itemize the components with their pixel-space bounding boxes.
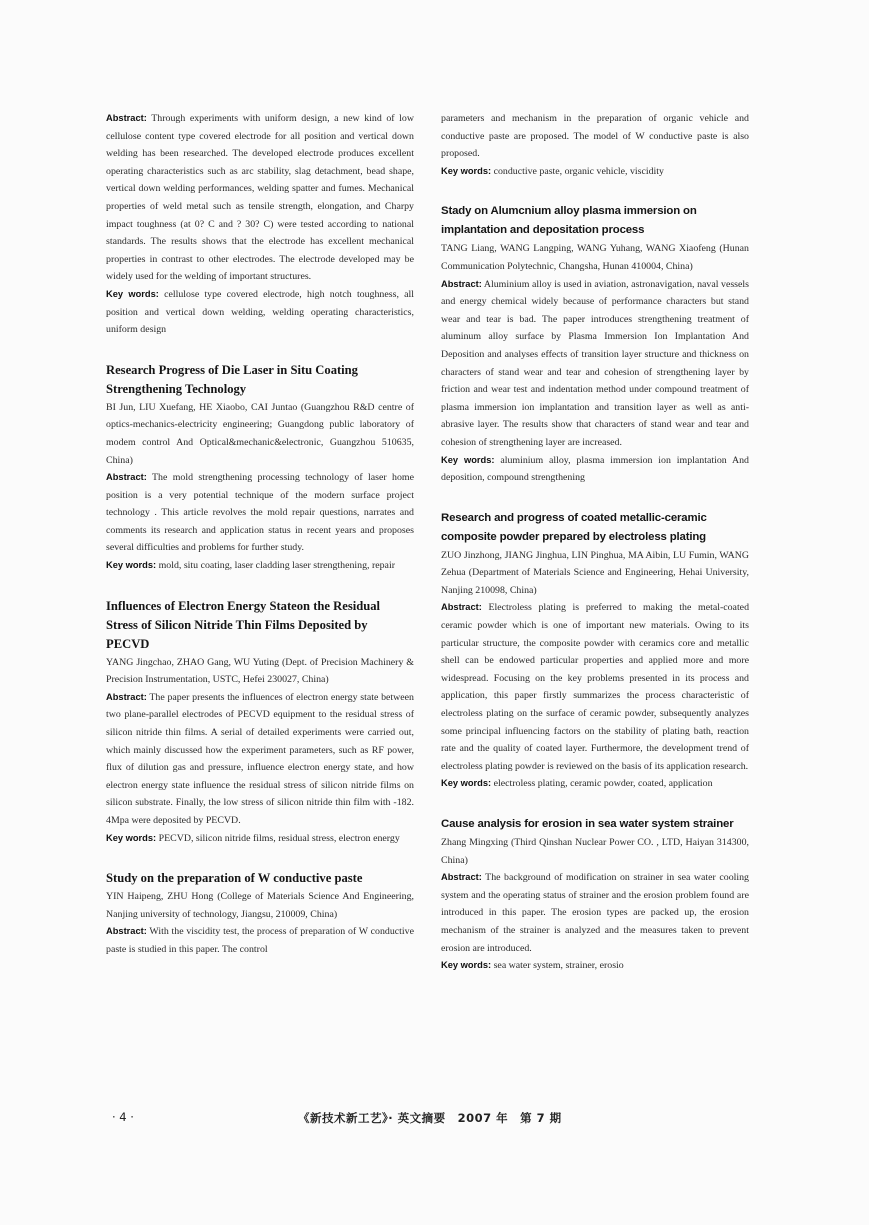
keywords-text: conductive paste, organic vehicle, viscidity: [493, 165, 664, 177]
page-number: · 4 ·: [112, 1110, 134, 1124]
article-silicon-nitride: [106, 597, 414, 848]
keywords-paragraph: [441, 775, 749, 793]
keywords-text: sea water system, strainer, erosio: [493, 960, 624, 972]
keywords-paragraph: [441, 163, 749, 181]
page-footer: [0, 1110, 869, 1130]
article-title: Research Progress of Die Laser in Situ Coating Strengthening Technology: [106, 362, 358, 396]
keywords-text: aluminium alloy, plasma immersion ion implantation And deposition, compound strengthening: [441, 454, 749, 484]
abstract-text: The mold strengthening processing technology of laser home position is a very potential technique of the modern surface project technology . This article revolves the mold repair questions, narrates and comments its research and application status in recent years and proposes several difficulties and problems for further study.: [106, 472, 414, 554]
article-title: Influences of Electron Energy Stateon the Residual Stress of Silicon Nitride Thin Films Deposited by PECVD: [106, 598, 381, 651]
article-electrode: [106, 110, 414, 339]
abstract-paragraph: [441, 869, 749, 957]
abstract-text: Electroless plating is preferred to making the metal-coated ceramic powder which is one of important new materials. Owing to its particular structure, the composite powder with ceramics core and metallic shell can be endowed particular properties and applied more and more widespread. Focusing on the key problems presented in its process and application, this paper firstly summarizes the process characteristic of electroless plating on the surface of ceramic powder, subsequently analyzes some principal influencing factors on the stability of plating bath, reaction rate and the quality of coated layer. Furthermore, the development trend of electroless plating powder is reviewed on the basis of its application research.: [441, 602, 750, 772]
keywords-label: Key words:: [106, 288, 159, 299]
article-authors: TANG Liang, WANG Langping, WANG Yuhang, WANG Xiaofeng (Hunan Communication Polytechnic, Changsha, Hunan 410004, China): [441, 243, 749, 272]
article-title: Research and progress of coated metallic-ceramic composite powder prepared by electroless plating: [441, 511, 707, 543]
keywords-paragraph: [106, 830, 414, 848]
keywords-text: PECVD, silicon nitride films, residual stress, electron energy: [158, 832, 400, 844]
article-sea-water-strainer: [441, 815, 749, 975]
left-column: [106, 110, 414, 959]
article-authors: YANG Jingchao, ZHAO Gang, WU Yuting (Dept. of Precision Machinery & Precision Instrumentation, USTC, Hefei 230027, China): [106, 656, 414, 686]
abstract-label: Abstract:: [441, 872, 482, 883]
keywords-text: electroless plating, ceramic powder, coated, application: [493, 778, 713, 790]
keywords-label: Key words:: [106, 832, 157, 843]
abstract-label: Abstract:: [106, 926, 147, 937]
abstract-label: Abstract:: [106, 472, 147, 483]
keywords-label: Key words:: [441, 165, 492, 176]
abstract-text: With the viscidity test, the process of preparation of W conductive paste is studied in this paper. The control: [106, 926, 414, 955]
abstract-paragraph: [441, 276, 749, 452]
keywords-text: mold, situ coating, laser cladding laser strengthening, repair: [158, 560, 395, 572]
abstract-paragraph: [106, 923, 414, 958]
journal-issue-line: 《新技术新工艺》· 英文摘要 2007 年 第 7 期: [298, 1111, 562, 1125]
abstract-label: Abstract:: [106, 691, 147, 702]
keywords-paragraph: [106, 557, 414, 575]
keywords-paragraph: [106, 286, 414, 339]
right-column: [441, 110, 749, 975]
article-authors: ZUO Jinzhong, JIANG Jinghua, LIN Pinghua, MA Aibin, LU Fumin, WANG Zehua (Department of Materials Science and Engineering, Hehai University, Nanjing 210098, China): [441, 549, 749, 596]
article-title: Study on the preparation of W conductive paste: [106, 871, 363, 886]
abstract-text: Aluminium alloy is used in aviation, astronavigation, naval vessels and energy chemical widely because of performance characters but stand wear and tear is bad. The paper introduces strengthening treatment of aluminum alloy surface by Plasma Immersion Ion Implantation And Deposition and analyses effects of transition layer structure and thickness on characters of stand wear and tear and cohesion of strengthening layer by friction and wear test and indentation method under compound treatment of plasma immersion ion implantation and transition layer as well as anti-abrasive layer. The results show that characters of stand wear and tear and cohesion of strengthening layer are increased.: [441, 278, 749, 448]
keywords-label: Key words:: [441, 454, 495, 465]
keywords-label: Key words:: [441, 960, 492, 971]
keywords-paragraph: [441, 452, 749, 487]
article-w-paste-continued: [441, 110, 749, 180]
abstract-continuation: parameters and mechanism in the preparation of organic vehicle and conductive paste are proposed. The model of W conductive paste is also proposed.: [441, 113, 749, 160]
abstract-text: Through experiments with uniform design, a new kind of low cellulose content type covered electrode for all position and vertical down welding has been researched. The developed electrode produces excellent operating characteristics such as arc stability, slag detachment, bead shape, vertical down welding performances, welding spatter and fumes. Mechanical properties of weld metal such as tensile strength, elongation, and Charpy impact toughness (at 0? C and ? 30? C) were tested according to national standards. The results shows that the electrode has excellent mechanical properties in contrast to other electrodes. The electrode developed may be widely used for the welding of important structures.: [106, 113, 414, 283]
article-authors: Zhang Mingxing (Third Qinshan Nuclear Power CO. , LTD, Haiyan 314300, China): [441, 837, 749, 866]
abstract-paragraph: [441, 599, 749, 775]
abstract-paragraph: [106, 689, 414, 830]
article-authors: YIN Haipeng, ZHU Hong (College of Materials Science And Engineering, Nanjing university of technology, Jiangsu, 210009, China): [106, 891, 414, 920]
article-aluminium-plasma: [441, 202, 749, 486]
abstract-text: The paper presents the influences of electron energy state between two plane-parallel electrodes of PECVD equipment to the residual stress of silicon nitride thin films. A serial of detailed experiments were carried out, which mainly discussed how the experiment parameters, such as RF power, flux of dilution gas and pressure, influence electron energy state, and how electron energy state influence the residual stress of silicon nitride films on silicon substrate. Finally, the low stress of silicon nitride thin film with -182. 4Mpa were deposited by PECVD.: [106, 691, 414, 826]
keywords-label: Key words:: [441, 778, 492, 789]
keywords-text: cellulose type covered electrode, high notch toughness, all position and vertical down welding, welding operating characteristics, uniform design: [106, 288, 414, 336]
article-w-paste: [106, 869, 414, 958]
abstract-paragraph: [106, 469, 414, 557]
abstract-text: The background of modification on strainer in sea water cooling system and the operating status of strainer and the erosion problem found are introduced in this paper. The erosion types are packed up, the erosion mechanism of the strainer is analyzed and the measures taken to prevent erosion are introduced.: [441, 872, 749, 954]
abstract-label: Abstract:: [441, 278, 482, 289]
keywords-paragraph: [441, 957, 749, 975]
abstract-label: Abstract:: [441, 602, 482, 613]
article-die-laser: [106, 361, 414, 575]
abstract-label: Abstract:: [106, 113, 147, 123]
keywords-label: Key words:: [106, 560, 157, 571]
article-title: Stady on Alumcnium alloy plasma immersion on implantation and depositation process: [441, 205, 697, 237]
article-authors: BI Jun, LIU Xuefang, HE Xiaobo, CAI Juntao (Guangzhou R&D centre of optics-mechanics-electricity engineering; Guangdong public laboratory of modem control And Optical&mechanic&electronic, Guangzhou 510635, China): [106, 401, 414, 466]
article-electroless-plating: [441, 509, 749, 793]
article-title: Cause analysis for erosion in sea water system strainer: [441, 818, 734, 830]
abstract-paragraph: [106, 110, 414, 286]
